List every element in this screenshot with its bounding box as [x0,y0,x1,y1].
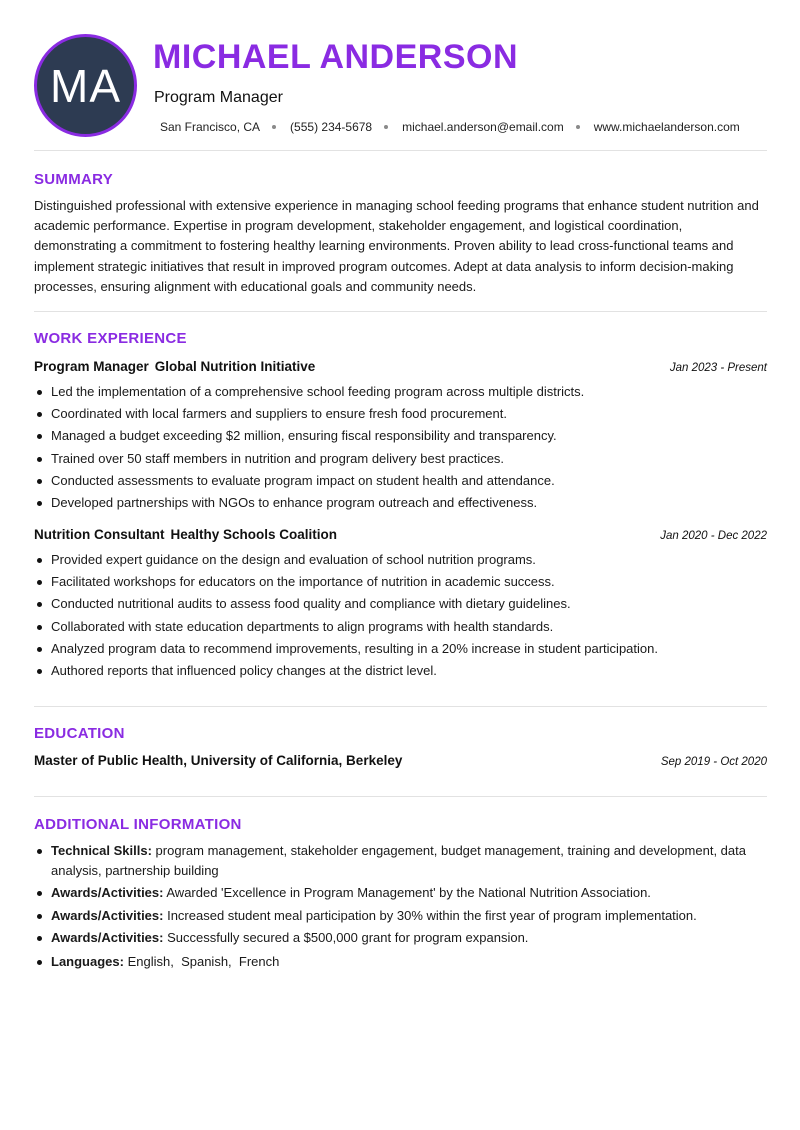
list-item: Facilitated workshops for educators on the importance of nutrition in academic success. [34,571,767,593]
list-item: Developed partnerships with NGOs to enhance program outreach and effectiveness. [34,492,767,514]
job-dates: Jan 2020 - Dec 2022 [660,530,767,542]
list-item [34,841,767,881]
divider [34,796,767,797]
education-degree: Master of Public Health, University of California, Berkeley [34,753,403,768]
job-bullets [34,381,767,514]
list-item: Conducted assessments to evaluate program impact on student health and attendance. [34,470,767,492]
item-text: Awarded 'Excellence in Program Management' by the National Nutrition Association. [166,885,651,901]
item-text: Increased student meal participation by 30% within the first year of program implementation. [167,907,697,923]
divider [34,311,767,312]
item-text: program management, stakeholder engagement, budget management, training and development, data analysis, partnership building [51,843,746,878]
list-item [34,883,767,903]
separator-dot-icon [384,125,388,129]
item-text: Successfully secured a $500,000 grant for program expansion. [167,930,529,946]
item-text: English, Spanish, French [127,954,280,970]
list-item: Trained over 50 staff members in nutrition and program delivery best practices. [34,448,767,470]
item-label: Awards/Activities: [51,930,164,946]
work-experience-heading: WORK EXPERIENCE [34,330,187,347]
education-dates: Sep 2019 - Oct 2020 [660,756,767,768]
divider [34,706,767,707]
job-header [34,527,767,542]
list-item [34,928,767,948]
job-role: Nutrition Consultant [34,527,165,542]
list-item: Authored reports that influenced policy changes at the district level. [34,660,767,682]
contact-email[interactable]: michael.anderson@email.com [402,120,564,134]
contact-phone: (555) 234-5678 [290,120,373,134]
list-item: Led the implementation of a comprehensive school feeding program across multiple districts. [34,381,767,403]
job-header [34,359,767,374]
divider [34,150,767,151]
list-item: Managed a budget exceeding $2 million, ensuring fiscal responsibility and transparency. [34,425,767,447]
job-org: Global Nutrition Initiative [154,359,316,374]
additional-info-heading: ADDITIONAL INFORMATION [34,816,242,833]
summary-text: Distinguished professional with extensive experience in managing school feeding programs that enhance student nutrition and academic performance. Expertise in program development, stakeholder engagement, and logistical coordination, demonstrating a commitment to fostering healthy learning environments. Proven ability to lead cross-functional teams and implement strategic initiatives that result in improved program outcomes. Adept at data analysis to inform decision-making processes, ensuring alignment with educational goals and community needs. [34,198,759,294]
list-item: Provided expert guidance on the design and evaluation of school nutrition programs. [34,549,767,571]
avatar [34,34,137,137]
job-dates: Jan 2023 - Present [669,362,767,374]
contact-location: San Francisco, CA [160,120,261,134]
contact-line [160,120,740,134]
job-role-line [34,359,315,374]
job-role-line [34,527,337,542]
list-item: Coordinated with local farmers and suppliers to ensure fresh food procurement. [34,403,767,425]
job-org: Healthy Schools Coalition [170,527,338,542]
candidate-name: MICHAEL ANDERSON [153,38,519,76]
job-bullets [34,549,767,682]
job-role: Program Manager [34,359,149,374]
education-entry [34,753,767,768]
item-label: Technical Skills: [51,843,152,858]
list-item: Conducted nutritional audits to assess food quality and compliance with dietary guidelines. [34,593,767,615]
list-item: Collaborated with state education departments to align programs with health standards. [34,616,767,638]
additional-info-list [34,841,767,975]
contact-website[interactable]: www.michaelanderson.com [593,120,740,134]
separator-dot-icon [576,125,580,129]
avatar-initials: MA [50,59,121,112]
job-title: Program Manager [154,89,283,106]
education-heading: EDUCATION [34,725,125,742]
list-item [34,906,767,926]
summary-heading: SUMMARY [34,171,114,188]
item-label: Languages: [51,954,124,970]
list-item: Analyzed program data to recommend improvements, resulting in a 20% increase in student participation. [34,638,767,660]
separator-dot-icon [272,125,276,129]
item-label: Awards/Activities: [51,885,164,901]
item-label: Awards/Activities: [51,907,164,923]
list-item [34,952,767,972]
